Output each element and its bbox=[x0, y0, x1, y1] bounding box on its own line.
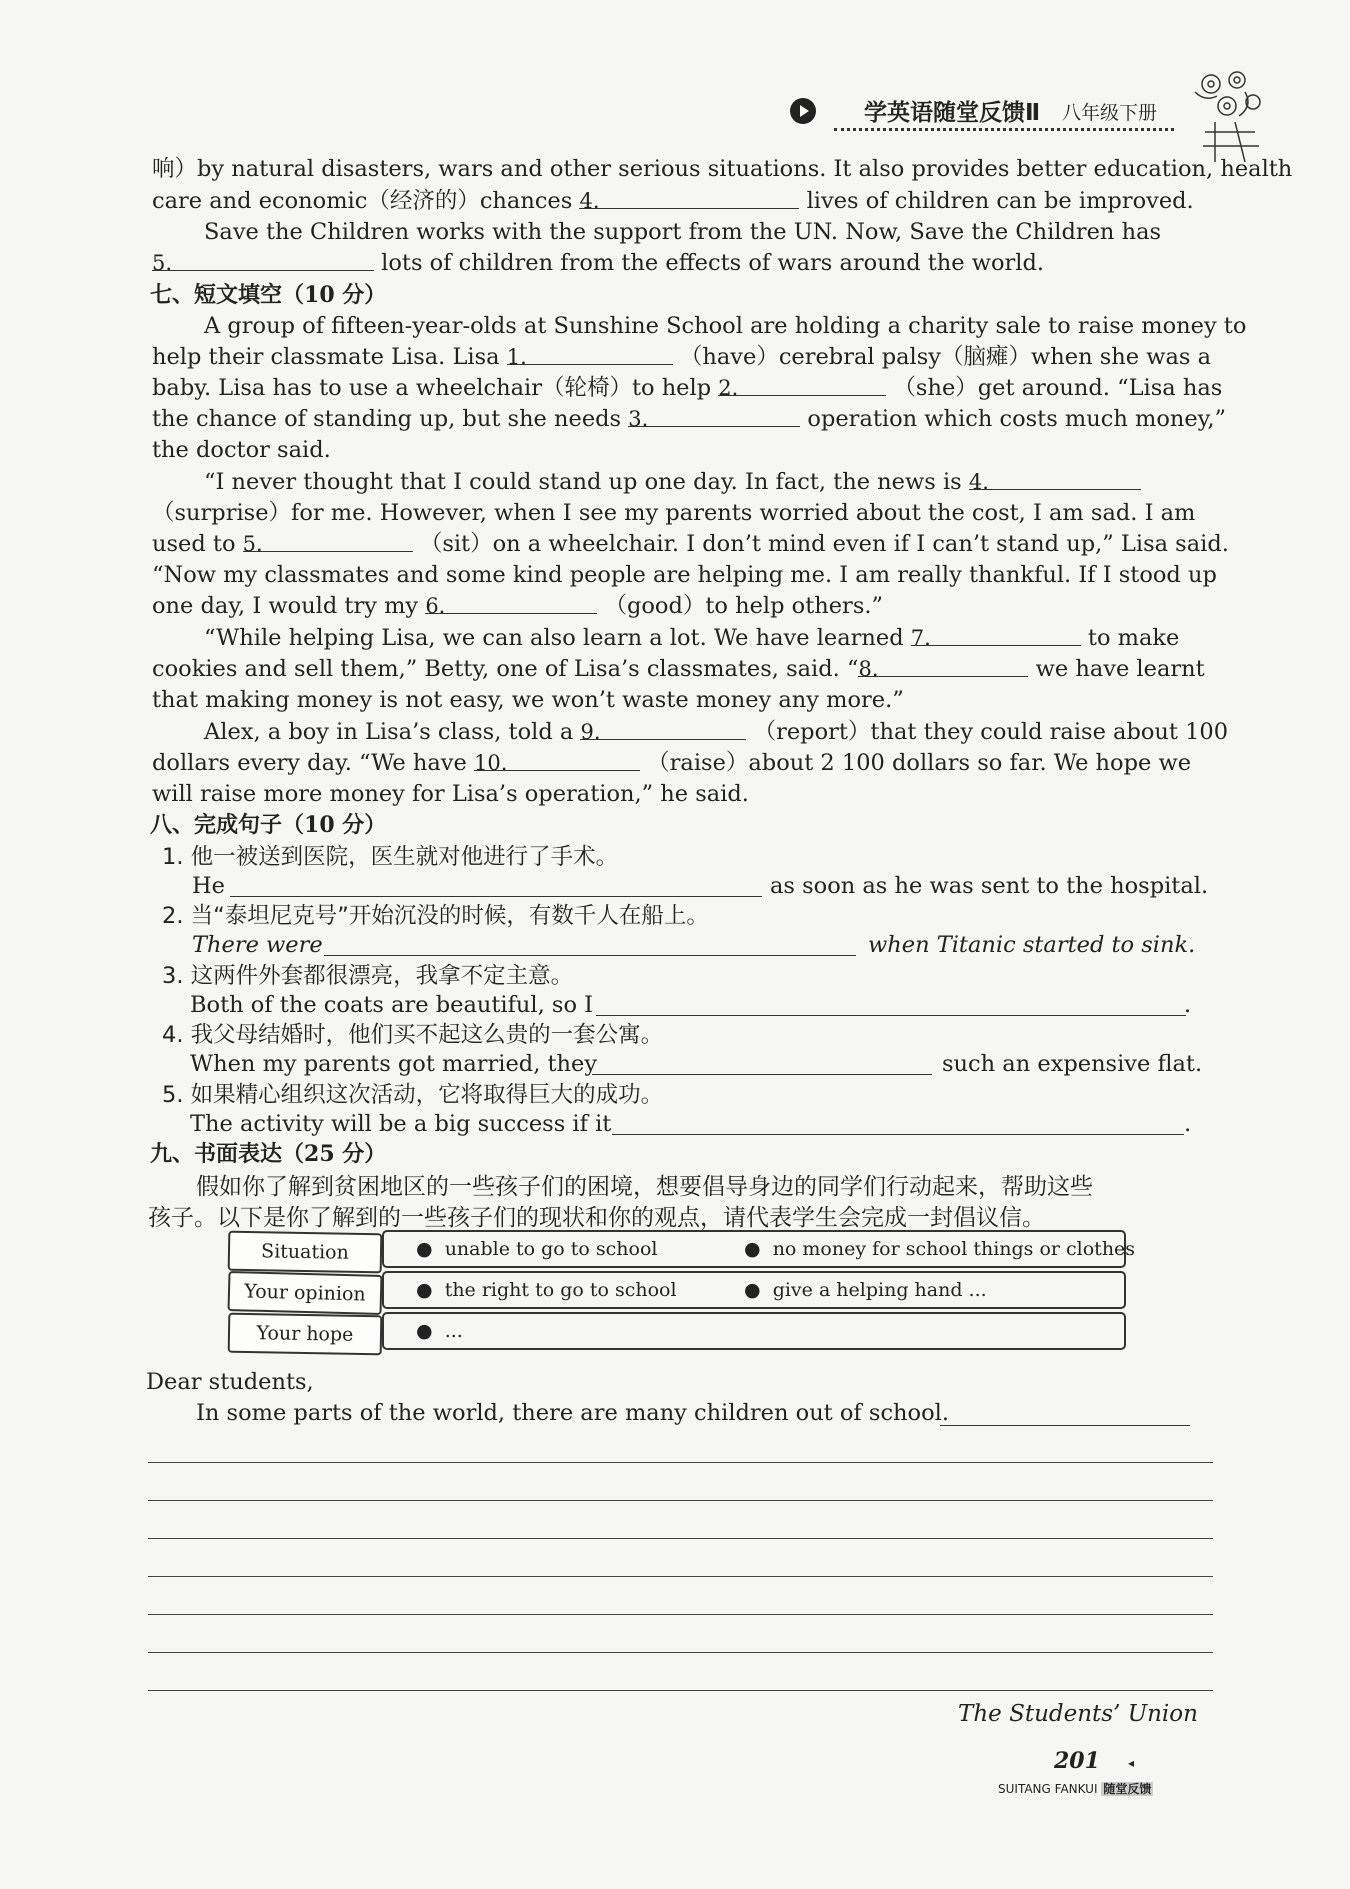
writing-line[interactable] bbox=[148, 1538, 1213, 1539]
sentence-prompt: 2. 当“泰坦尼克号”开始沉没的时候，有数千人在船上。 bbox=[162, 903, 709, 929]
passage-line bbox=[204, 467, 1141, 497]
page-number: 201 bbox=[1054, 1748, 1100, 1774]
brand-pinyin: SUITANG FANKUI bbox=[998, 1782, 1098, 1796]
sentence-tail-text: when bbox=[868, 932, 937, 958]
section-score: （25 分） bbox=[282, 1141, 387, 1167]
table-cell: no money for school things or clothes bbox=[772, 1238, 1136, 1260]
blank-number: 8. bbox=[858, 657, 879, 681]
section-heading bbox=[150, 810, 386, 841]
answer-blank[interactable] bbox=[628, 404, 800, 431]
passage-line: （surprise）for me. However, when I see my parents worried about the cost, I am sad. I am bbox=[152, 500, 1196, 526]
passage-line: Save the Children works with the support from the UN. Now, Save the Children has bbox=[204, 219, 1162, 245]
brand-zh: 随堂反馈 bbox=[1103, 1782, 1152, 1796]
writing-line[interactable] bbox=[148, 1652, 1213, 1653]
blank-number: 9. bbox=[580, 720, 601, 744]
answer-blank[interactable] bbox=[580, 717, 746, 744]
sentence-stem: When my parents got married, they bbox=[190, 1051, 598, 1077]
writing-line[interactable] bbox=[148, 1614, 1213, 1615]
arrow-left-icon: ◂ bbox=[1128, 1756, 1135, 1770]
passage-text: used to bbox=[152, 531, 236, 557]
header-dotted-rule bbox=[834, 128, 1174, 131]
section-heading bbox=[150, 1139, 386, 1170]
table-row bbox=[382, 1312, 1126, 1350]
answer-blank[interactable] bbox=[910, 623, 1081, 650]
section-score: （10 分） bbox=[282, 812, 387, 838]
passage-line bbox=[152, 748, 1191, 778]
sentence-prompt: 4. 我父母结婚时，他们买不起这么贵的一套公寓。 bbox=[162, 1022, 664, 1048]
sentence-prompt: 3. 这两件外套都很漂亮，我拿不定主意。 bbox=[162, 963, 574, 989]
play-circle-icon bbox=[790, 98, 816, 124]
passage-text: “I never thought that I could stand up one day. In fact, the news is bbox=[204, 469, 962, 495]
section-title: 九、书面表达 bbox=[150, 1142, 283, 1167]
answer-line[interactable] bbox=[230, 895, 762, 897]
letter-salutation: Dear students, bbox=[146, 1369, 314, 1395]
passage-text: “While helping Lisa, we can also learn a lot. We have learned bbox=[204, 625, 904, 651]
bullet-icon: ● bbox=[416, 1238, 433, 1260]
passage-line bbox=[204, 623, 1179, 653]
answer-line[interactable] bbox=[324, 954, 856, 956]
sentence-tail: . bbox=[1184, 992, 1192, 1018]
blank-number: 2. bbox=[718, 376, 739, 400]
writing-line[interactable] bbox=[148, 1500, 1213, 1501]
blank-number: 10. bbox=[474, 751, 508, 775]
sentence-tail: as soon as he was sent to the hospital. bbox=[770, 873, 1209, 899]
passage-text: to make bbox=[1087, 625, 1180, 651]
passage-line: “Now my classmates and some kind people are helping me. I am really thankful. If I stood up bbox=[152, 562, 1217, 588]
passage-text: baby. Lisa has to use a wheelchair（轮椅）to help bbox=[152, 375, 712, 401]
blank-number: 6. bbox=[425, 594, 446, 618]
section-heading bbox=[150, 280, 386, 311]
passage-text: （sit）on a wheelchair. I don’t mind even if I can’t stand up,” Lisa said. bbox=[419, 531, 1229, 557]
passage-text: care and economic（经济的）chances bbox=[152, 188, 573, 214]
answer-blank[interactable] bbox=[425, 591, 597, 618]
sentence-stem: There were bbox=[192, 932, 323, 958]
passage-text: （good）to help others.” bbox=[604, 593, 884, 619]
header-title: 学英语随堂反馈Ⅱ bbox=[864, 100, 1041, 126]
passage-text: lots of children from the effects of wars around the world. bbox=[381, 250, 1045, 276]
passage-text: operation which costs much money,” bbox=[807, 406, 1227, 432]
blank-number: 4. bbox=[968, 470, 989, 494]
sentence-stem: The activity will be a big success if it bbox=[190, 1111, 612, 1137]
passage-line: A group of fifteen-year-olds at Sunshine School are holding a charity sale to raise money to bbox=[204, 313, 1247, 339]
blank-number: 5. bbox=[242, 532, 263, 556]
passage-text: the chance of standing up, but she needs bbox=[152, 406, 622, 432]
table-label: Your hope bbox=[228, 1313, 383, 1356]
passage-line: 响）by natural disasters, wars and other serious situations. It also provides better education, health bbox=[152, 156, 1293, 182]
letter-signature: The Students’ Union bbox=[958, 1701, 1198, 1727]
table-label: Your opinion bbox=[228, 1271, 383, 1315]
ship-name: Titanic bbox=[936, 932, 1016, 958]
passage-text: Alex, a boy in Lisa’s class, told a bbox=[204, 719, 574, 745]
passage-line: will raise more money for Lisa’s operation,” he said. bbox=[152, 781, 749, 807]
bullet-icon: ● bbox=[416, 1279, 433, 1301]
table-row bbox=[382, 1271, 1126, 1309]
table-cell: ... bbox=[444, 1320, 463, 1342]
passage-line bbox=[152, 342, 1211, 372]
section-title: 八、完成句子 bbox=[150, 813, 283, 838]
passage-text: we have learnt bbox=[1035, 656, 1205, 682]
passage-line bbox=[152, 248, 1044, 278]
answer-blank[interactable] bbox=[506, 342, 673, 369]
section-score: （10 分） bbox=[282, 282, 387, 308]
header-grade: 八年级下册 bbox=[1062, 102, 1158, 124]
passage-line bbox=[152, 404, 1226, 434]
flower-ornament-icon bbox=[1175, 62, 1275, 162]
sentence-stem: Both of the coats are beautiful, so I bbox=[190, 992, 594, 1018]
sentence-tail-text: started to sink. bbox=[1015, 932, 1196, 958]
table-row bbox=[382, 1230, 1136, 1268]
table-cell: the right to go to school bbox=[444, 1279, 677, 1301]
writing-prompt: 假如你了解到贫困地区的一些孩子们的困境，想要倡导身边的同学们行动起来，帮助这些 bbox=[196, 1174, 1093, 1200]
writing-line[interactable] bbox=[940, 1424, 1190, 1426]
passage-text: （report）that they could raise about 100 bbox=[753, 719, 1229, 745]
answer-line[interactable] bbox=[612, 1133, 1184, 1135]
answer-blank[interactable] bbox=[152, 248, 374, 275]
passage-text: （she）get around. “Lisa has bbox=[893, 375, 1223, 401]
answer-blank[interactable] bbox=[968, 467, 1141, 494]
bullet-icon: ● bbox=[744, 1279, 761, 1301]
blank-number: 1. bbox=[506, 345, 527, 369]
sentence-stem: He bbox=[192, 873, 225, 899]
passage-line bbox=[152, 529, 1229, 559]
table-cell: give a helping hand ... bbox=[772, 1279, 987, 1301]
writing-line[interactable] bbox=[148, 1462, 1213, 1463]
answer-blank[interactable] bbox=[474, 748, 640, 775]
bullet-icon: ● bbox=[416, 1320, 433, 1342]
answer-line[interactable] bbox=[596, 1014, 1186, 1016]
passage-text: （raise）about 2 100 dollars so far. We hope we bbox=[647, 750, 1192, 776]
passage-text: help their classmate Lisa. Lisa bbox=[152, 344, 500, 370]
bullet-icon: ● bbox=[744, 1238, 761, 1260]
passage-line bbox=[152, 654, 1205, 684]
passage-text: dollars every day. “We have bbox=[152, 750, 467, 776]
passage-line: that making money is not easy, we won’t waste money any more.” bbox=[152, 687, 904, 713]
sentence-tail: such an expensive flat. bbox=[942, 1051, 1203, 1077]
writing-prompt: 孩子。以下是你了解到的一些孩子们的现状和你的观点，请代表学生会完成一封倡议信。 bbox=[148, 1205, 1045, 1231]
passage-line bbox=[152, 186, 1194, 216]
writing-line[interactable] bbox=[148, 1576, 1213, 1577]
sentence-prompt: 5. 如果精心组织这次活动，它将取得巨大的成功。 bbox=[162, 1082, 664, 1108]
blank-number: 4. bbox=[579, 189, 600, 213]
table-cell: unable to go to school bbox=[444, 1238, 658, 1260]
answer-blank[interactable] bbox=[242, 529, 413, 556]
blank-number: 7. bbox=[910, 626, 931, 650]
passage-text: cookies and sell them,” Betty, one of Lisa’s classmates, said. “ bbox=[152, 656, 859, 682]
blank-number: 5. bbox=[152, 251, 173, 275]
section-title: 七、短文填空 bbox=[150, 283, 283, 308]
answer-blank[interactable] bbox=[858, 654, 1028, 681]
passage-line bbox=[204, 717, 1228, 747]
sentence-tail: . bbox=[1184, 1111, 1192, 1137]
answer-blank[interactable] bbox=[579, 186, 799, 213]
passage-line bbox=[152, 591, 883, 621]
answer-line[interactable] bbox=[592, 1073, 932, 1075]
writing-line[interactable] bbox=[148, 1690, 1213, 1691]
passage-line bbox=[152, 373, 1222, 403]
answer-blank[interactable] bbox=[718, 373, 886, 400]
passage-text: lives of children can be improved. bbox=[806, 188, 1194, 214]
passage-text: one day, I would try my bbox=[152, 593, 419, 619]
table-label: Situation bbox=[228, 1231, 383, 1274]
passage-text: （have）cerebral palsy（脑瘫）when she was a bbox=[679, 344, 1212, 370]
blank-number: 3. bbox=[628, 407, 649, 431]
sentence-tail bbox=[868, 930, 1195, 960]
footer-brand bbox=[998, 1780, 1153, 1797]
letter-opening: In some parts of the world, there are many children out of school. bbox=[196, 1400, 949, 1426]
sentence-prompt: 1. 他一被送到医院，医生就对他进行了手术。 bbox=[162, 844, 619, 870]
passage-line: the doctor said. bbox=[152, 437, 331, 463]
